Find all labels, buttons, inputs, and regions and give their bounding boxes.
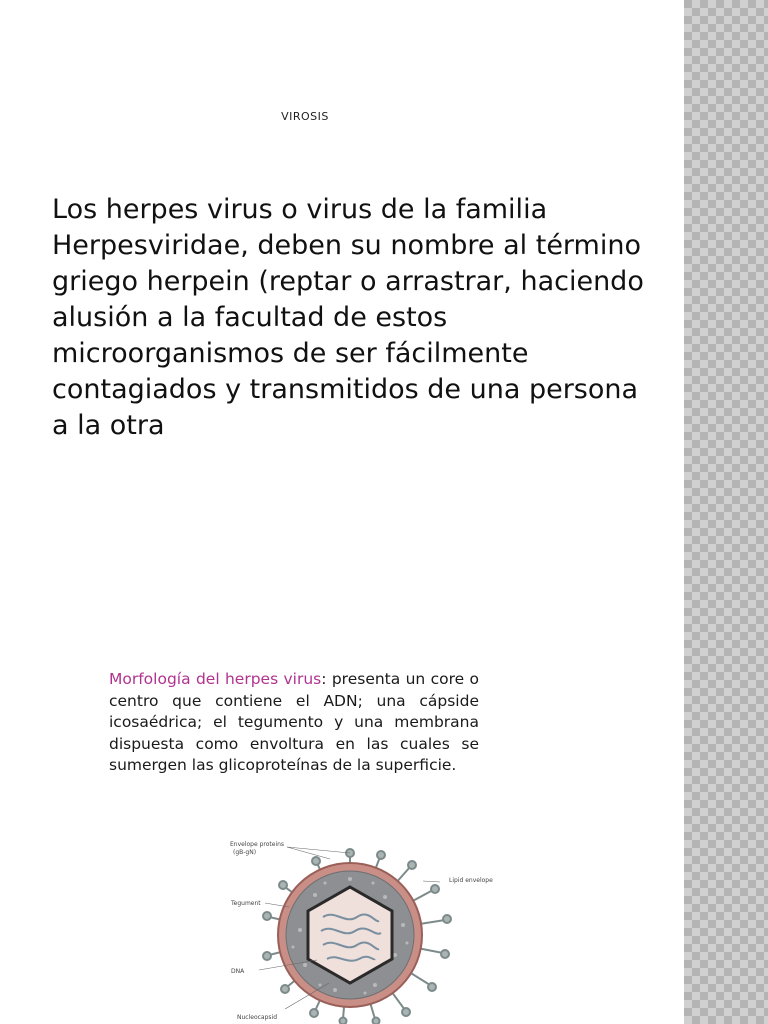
morphology-heading: Morfología del herpes virus [109, 670, 322, 688]
morphology-paragraph [109, 669, 479, 777]
label-envelope-proteins-sub: (gB-gN) [233, 849, 257, 856]
label-envelope-proteins: Envelope proteins [230, 841, 285, 848]
herpes-virus-diagram [225, 835, 505, 1024]
label-dna: DNA [231, 968, 245, 975]
decorative-side-pattern [684, 0, 768, 1024]
label-tegument: Tegument [231, 900, 261, 907]
label-lipid-envelope: Lipid envelope [449, 877, 493, 884]
label-nucleocapsid: Nucleocapsid [237, 1014, 278, 1021]
slide-title: VIROSIS [281, 110, 329, 123]
morphology-text: : presenta un core o centro que contiene el ADN; una cápside icosaédrica; el tegumento y una membrana dispuesta como envoltura en las cuales se sumergen las glicoproteínas de la superficie. [109, 670, 479, 774]
main-paragraph: Los herpes virus o virus de la familia Herpesviridae, deben su nombre al término griego herpein (reptar o arrastrar, haciendo alusión a la facultad de estos microorganismos de ser fácilmente contagiados y transmitidos de una persona a la otra [52, 194, 644, 441]
